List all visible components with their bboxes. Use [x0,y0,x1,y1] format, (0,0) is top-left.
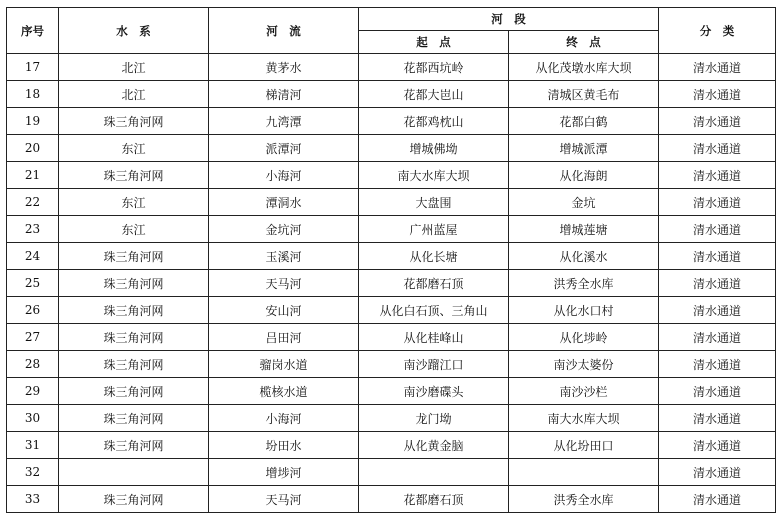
header-segment: 河 段 [359,8,659,31]
cell-water-system: 珠三角河网 [59,378,209,405]
header-end: 终 点 [509,31,659,54]
cell-end: 洪秀全水库 [509,486,659,513]
cell-river: 黄茅水 [209,54,359,81]
cell-no: 20 [7,135,59,162]
cell-no: 30 [7,405,59,432]
cell-category: 清水通道 [659,108,776,135]
cell-river: 九湾潭 [209,108,359,135]
header-start: 起 点 [359,31,509,54]
cell-start: 大盘围 [359,189,509,216]
table-row [7,162,776,189]
table-row [7,459,776,486]
header-category: 分 类 [659,8,776,54]
cell-water-system: 东江 [59,216,209,243]
cell-start: 南沙蹓江口 [359,351,509,378]
cell-river: 小海河 [209,405,359,432]
table-row [7,54,776,81]
cell-no: 27 [7,324,59,351]
cell-no: 21 [7,162,59,189]
cell-water-system: 珠三角河网 [59,324,209,351]
table-row [7,216,776,243]
cell-end: 花都白鹤 [509,108,659,135]
cell-water-system: 珠三角河网 [59,162,209,189]
table-row [7,81,776,108]
cell-water-system: 北江 [59,81,209,108]
cell-category: 清水通道 [659,351,776,378]
cell-water-system: 北江 [59,54,209,81]
cell-water-system: 珠三角河网 [59,405,209,432]
cell-no: 31 [7,432,59,459]
table-row [7,405,776,432]
cell-start: 从化白石顶、三角山 [359,297,509,324]
cell-end: 从化茂墩水库大坝 [509,54,659,81]
cell-category: 清水通道 [659,324,776,351]
cell-category: 清水通道 [659,270,776,297]
cell-category: 清水通道 [659,432,776,459]
cell-start: 花都大岜山 [359,81,509,108]
cell-category: 清水通道 [659,81,776,108]
cell-no: 33 [7,486,59,513]
cell-river: 潭洞水 [209,189,359,216]
cell-end: 南沙沙栏 [509,378,659,405]
cell-no: 29 [7,378,59,405]
header-no: 序号 [7,8,59,54]
cell-water-system: 珠三角河网 [59,432,209,459]
cell-end [509,459,659,486]
cell-start: 增城佛坳 [359,135,509,162]
cell-water-system [59,459,209,486]
cell-start: 南大水库大坝 [359,162,509,189]
table-header [7,8,776,54]
table-row [7,378,776,405]
cell-category: 清水通道 [659,378,776,405]
cell-start: 花都磨石顶 [359,486,509,513]
table-row [7,297,776,324]
table-row [7,270,776,297]
cell-no: 18 [7,81,59,108]
cell-start: 花都鸡枕山 [359,108,509,135]
cell-start [359,459,509,486]
table-row [7,324,776,351]
table-row [7,243,776,270]
cell-start: 南沙磨碟头 [359,378,509,405]
cell-category: 清水通道 [659,135,776,162]
cell-end: 金坑 [509,189,659,216]
cell-no: 28 [7,351,59,378]
header-river: 河 流 [209,8,359,54]
cell-river: 玉溪河 [209,243,359,270]
table-row [7,135,776,162]
cell-category: 清水通道 [659,162,776,189]
cell-end: 从化海朗 [509,162,659,189]
cell-start: 从化桂峰山 [359,324,509,351]
cell-river: 金坑河 [209,216,359,243]
cell-river: 天马河 [209,486,359,513]
cell-end: 增城莲塘 [509,216,659,243]
cell-river: 骝岗水道 [209,351,359,378]
table-row [7,486,776,513]
cell-river: 安山河 [209,297,359,324]
cell-no: 23 [7,216,59,243]
cell-category: 清水通道 [659,297,776,324]
cell-category: 清水通道 [659,459,776,486]
table-row [7,351,776,378]
cell-river: 增埗河 [209,459,359,486]
cell-start: 广州蓝屋 [359,216,509,243]
cell-no: 32 [7,459,59,486]
cell-river: 天马河 [209,270,359,297]
cell-end: 从化溪水 [509,243,659,270]
cell-start: 花都磨石顶 [359,270,509,297]
cell-river: 派潭河 [209,135,359,162]
table-body [7,54,776,513]
cell-category: 清水通道 [659,216,776,243]
cell-water-system: 珠三角河网 [59,270,209,297]
cell-no: 17 [7,54,59,81]
cell-end: 从化埗岭 [509,324,659,351]
cell-no: 19 [7,108,59,135]
cell-category: 清水通道 [659,189,776,216]
cell-end: 清城区黄毛布 [509,81,659,108]
cell-water-system: 珠三角河网 [59,351,209,378]
cell-river: 梯清河 [209,81,359,108]
cell-water-system: 东江 [59,135,209,162]
cell-category: 清水通道 [659,405,776,432]
cell-water-system: 东江 [59,189,209,216]
cell-end: 洪秀全水库 [509,270,659,297]
cell-water-system: 珠三角河网 [59,297,209,324]
cell-category: 清水通道 [659,54,776,81]
table-row [7,108,776,135]
cell-end: 南大水库大坝 [509,405,659,432]
cell-start: 花都西坑岭 [359,54,509,81]
cell-no: 25 [7,270,59,297]
cell-category: 清水通道 [659,486,776,513]
cell-start: 从化黄金脑 [359,432,509,459]
table-row [7,432,776,459]
cell-end: 南沙太婆份 [509,351,659,378]
river-channel-table [6,7,776,513]
cell-category: 清水通道 [659,243,776,270]
cell-river: 榄核水道 [209,378,359,405]
cell-water-system: 珠三角河网 [59,243,209,270]
cell-end: 从化水口村 [509,297,659,324]
header-water-system: 水 系 [59,8,209,54]
cell-start: 从化长塘 [359,243,509,270]
cell-no: 24 [7,243,59,270]
cell-river: 小海河 [209,162,359,189]
cell-no: 26 [7,297,59,324]
cell-start: 龙门坳 [359,405,509,432]
cell-river: 吕田河 [209,324,359,351]
cell-water-system: 珠三角河网 [59,108,209,135]
cell-end: 增城派潭 [509,135,659,162]
cell-water-system: 珠三角河网 [59,486,209,513]
cell-no: 22 [7,189,59,216]
cell-river: 坋田水 [209,432,359,459]
cell-end: 从化坋田口 [509,432,659,459]
table-row [7,189,776,216]
